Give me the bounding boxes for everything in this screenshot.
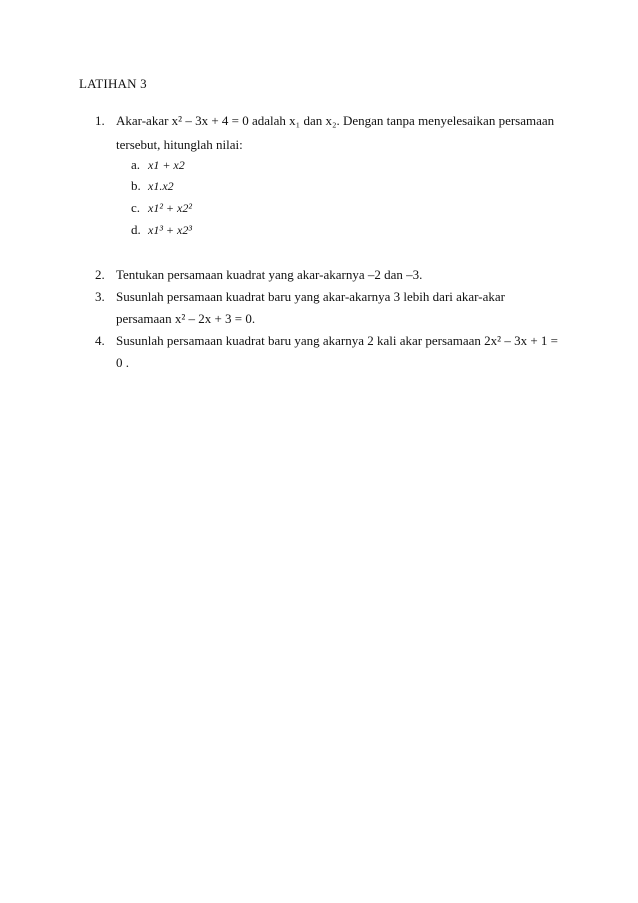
subitem-label-c: c. [131, 200, 141, 215]
question-text: Tentukan persamaan kuadrat yang akar-akarnya –2 dan –3. [116, 267, 423, 282]
subitem-label-b: b. [131, 178, 141, 193]
question-number: 1. [95, 113, 105, 128]
question-text-continued: persamaan x² – 2x + 3 = 0. [116, 311, 256, 326]
question-text-continued: 0 . [116, 355, 129, 370]
subitem-expression-a: x1 + x2 [148, 158, 185, 172]
question-text-continued: tersebut, hitunglah nilai: [116, 137, 243, 152]
question-text: Akar-akar x² – 3x + 4 = 0 adalah x₁ dan x₂. Dengan tanpa menyelesaikan persamaan [116, 113, 555, 128]
subitem-label-d: d. [131, 222, 141, 237]
question-text: Susunlah persamaan kuadrat baru yang akar-akarnya 3 lebih dari akar-akar [116, 289, 505, 304]
question-text: Susunlah persamaan kuadrat baru yang akarnya 2 kali akar persamaan 2x² – 3x + 1 = [116, 333, 558, 348]
subitem-expression-c: x1² + x2² [148, 201, 192, 215]
question-number: 3. [95, 289, 105, 304]
subitem-expression-d: x1³ + x2³ [148, 223, 192, 237]
page-title: LATIHAN 3 [79, 76, 147, 91]
subitem-label-a: a. [131, 157, 141, 172]
question-number: 2. [95, 267, 105, 282]
question-number: 4. [95, 333, 105, 348]
subitem-expression-b: x1.x2 [148, 179, 174, 193]
